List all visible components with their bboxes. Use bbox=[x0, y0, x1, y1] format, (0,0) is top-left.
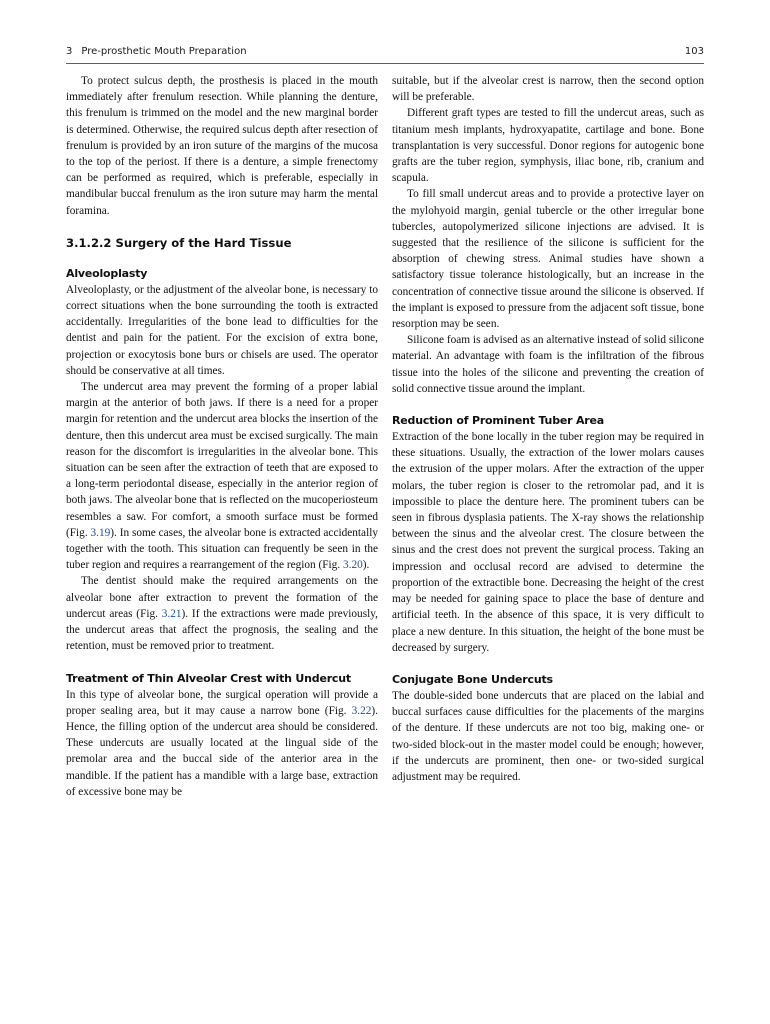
chapter-title: Pre-prosthetic Mouth Preparation bbox=[81, 46, 247, 57]
text-run: The dentist should make the required arrangements on the alveolar bone after extraction to prevent the formation of the undercut areas (Fig. bbox=[66, 575, 378, 620]
text-run: ). If the extractions were made previously, the undercut areas that affect the prognosis, the sealing and the retention, must be removed prior to treatment. bbox=[66, 607, 378, 653]
text-run: ). bbox=[362, 559, 370, 572]
paragraph bbox=[66, 573, 378, 654]
text-run: The undercut area may prevent the forming of a proper labial margin at the anterior of both jaws. If there is a need for a proper margin for retention and the undercut area blocks the insertion of the denture, then this undercut area must be excised surgically. The main reason for the discomfort is irregularities in the alveolar bone. This situation can be seen after the extraction of teeth that are exposed to a long-term periodontal disease, especially in the anterior region of both jaws. The alveolar bone that is reflected on the mucoperiosteum resembles a saw. For comfort, a smooth surface must be formed (Fig. bbox=[66, 381, 378, 539]
paragraph: Alveoloplasty, or the adjustment of the alveolar bone, is necessary to correct situations when the bone surrounding the tooth is extracted accidentally. Irregularities of the bone lead to difficulties for the dentist and pain for the patient. For the excision of extra bone, projection or exocytosis bone burs or chisels are used. The operator should be conservative at all times. bbox=[66, 283, 378, 377]
left-column bbox=[66, 73, 378, 800]
paragraph: The double-sided bone undercuts that are placed on the labial and buccal surfaces cause difficulties for the placements of the margins of the denture. If these undercuts are not too big, making one- or two-sided block-out in the master model could be enough; however, if the undercuts are prominent, then one- or two-sided surgical adjustment may be required. bbox=[392, 689, 704, 783]
paragraph: Silicone foam is advised as an alternative instead of solid silicone material. An advantage with foam is the infiltration of the fibrous tissue into the holes of the silicone and preventing the creation of solid connective tissue around the implant. bbox=[392, 334, 704, 395]
paragraph: Different graft types are tested to fill the undercut areas, such as titanium mesh implants, hydroxyapatite, cartilage and bone. Bone transplantation is very successful. Donor regions for autogenic bone grafts are the tuber region, symphysis, iliac bone, rib, cranium and scapula. bbox=[392, 107, 704, 185]
figure-reference-link[interactable]: 3.22 bbox=[351, 704, 372, 717]
figure-reference-link[interactable]: 3.21 bbox=[161, 607, 182, 620]
header-rule bbox=[66, 63, 704, 64]
subheading-thin-crest: Treatment of Thin Alveolar Crest with Undercut bbox=[66, 671, 351, 685]
figure-reference-link[interactable]: 3.19 bbox=[90, 526, 111, 539]
paragraph bbox=[66, 687, 378, 800]
section-heading: 3.1.2.2 Surgery of the Hard Tissue bbox=[66, 235, 292, 250]
subheading-tuber: Reduction of Prominent Tuber Area bbox=[392, 414, 604, 428]
subheading-alveoloplasty: Alveoloplasty bbox=[66, 266, 148, 280]
paragraph: Extraction of the bone locally in the tuber region may be required in these situations. Usually, the extraction of the lower molars causes the extrusion of the upper molars. After the extraction of the upper molars, the tuber region is closer to the retromolar pad, and it is impossible to place the denture here. The prominent tubers can be seen in fibrous dysplasia patients. The X-ray shows the relationship between the sinus and the alveolar crest. The closure between the sinus and the crest does not prevent the surgical process. Taking an impression and occlusal record are advised to determine the proportion of the extractible bone. Decreasing the height of the crest may be needed for gaining space to place the base of denture and artificial teeth. In the absence of this space, it is very difficult to place a new denture. In this situation, the height of the bone must be decreased by surgery. bbox=[392, 431, 704, 654]
text-run: In this type of alveolar bone, the surgical operation will provide a proper sealing area, but it may cause a narrow bone (Fig. bbox=[66, 688, 378, 717]
page-number: 103 bbox=[684, 46, 704, 57]
paragraph bbox=[66, 379, 378, 573]
subheading-conjugate: Conjugate Bone Undercuts bbox=[392, 672, 553, 686]
text-run: ). Hence, the filling option of the undercut area should be considered. These undercuts are usually located at the lingual side of the premolar area and the buccal side of the anterior area in the mandible. If the patient has a mandible with a large base, extraction of excessive bone may be bbox=[66, 704, 378, 798]
paragraph: To fill small undercut areas and to provide a protective layer on the mylohyoid margin, genial tubercle or the other irregular bone tubercles, autopolymerized silicone injections are advised. It is suggested that the resilience of the silicone is sufficient for the absorption of chewing stress. Animal studies have shown a satisfactory tissue tolerance histologically, but an increase in the concentration of connective tissue around the silicone is observed. If the implant is exposed to pressure from the adjacent soft tissue, bone resorption may be seen. bbox=[392, 188, 704, 331]
figure-reference-link[interactable]: 3.20 bbox=[342, 559, 363, 572]
chapter-number: 3 bbox=[66, 46, 73, 57]
chapter-label bbox=[66, 46, 247, 57]
running-header bbox=[66, 44, 704, 62]
right-column bbox=[392, 73, 704, 785]
text-run: ). In some cases, the alveolar bone is extracted accidentally together with the tooth. This situation can frequently be seen in the tuber region and requires a rearrangement of the region (Fig. bbox=[66, 526, 378, 572]
paragraph: To protect sulcus depth, the prosthesis is placed in the mouth immediately after frenulum resection. While planning the denture, this frenulum is trimmed on the model and the new marginal border is determined. Otherwise, the required sulcus depth after resection of frenulum is provided by an iron suture of the margins of the mucosa to the top of the periost. If there is a denture, a simple frenectomy can be performed as required, which is preferable, especially in mandibular buccal frenulum as the iron suture may harm the mental foramina. bbox=[66, 75, 378, 217]
paragraph: suitable, but if the alveolar crest is narrow, then the second option will be preferable. bbox=[392, 75, 704, 104]
